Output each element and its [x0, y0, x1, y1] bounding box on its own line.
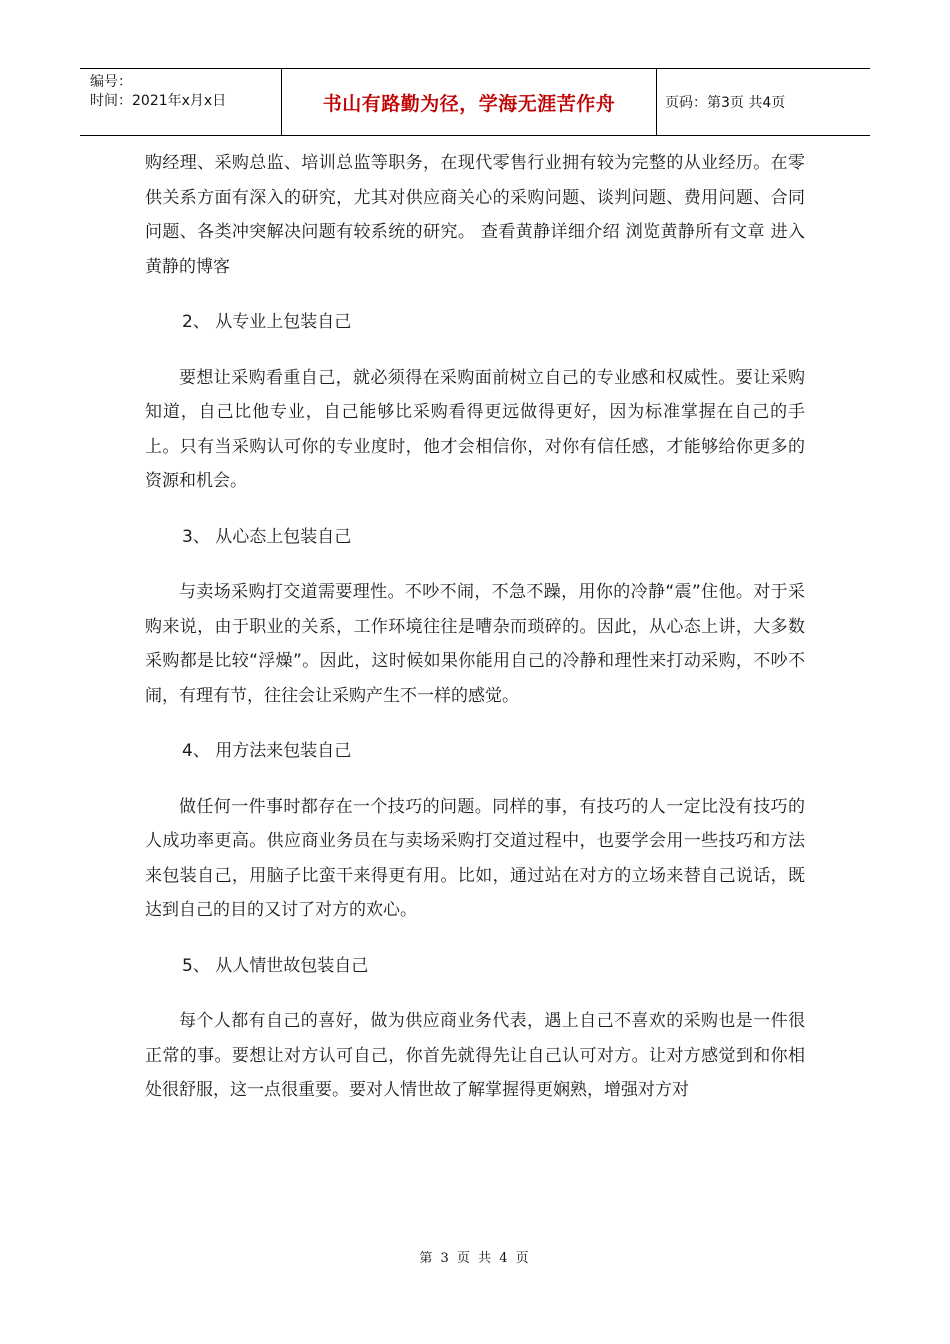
spacer: [145, 554, 805, 575]
section-paragraph: 与卖场采购打交道需要理性。不吵不闹，不急不躁，用你的冷静“震”住他。对于采购来说，由于职业的关系，工作环境往往是嘈杂而琐碎的。因此，从心态上讲，大多数采购都是比较“浮燥”。因此，这时候如果你能用自己的冷静和理性来打动采购，不吵不闹，有理有节，往往会让采购产生不一样的感觉。: [145, 582, 805, 706]
header-page-label: 页码：第3页 共4页: [665, 95, 786, 111]
section-paragraph: 做任何一件事时都存在一个技巧的问题。同样的事，有技巧的人一定比没有技巧的人成功率更高。供应商业务员在与卖场采购打交道过程中，也要学会用一些技巧和方法来包装自己，用脑子比蛮干来得更有用。比如，通过站在对方的立场来替自己说话，既达到自己的目的又讨了对方的欢心。: [145, 796, 805, 920]
document-date: 时间：2021年x月x日: [90, 93, 227, 109]
section-heading: 4、 用方法来包装自己: [182, 741, 352, 761]
section-paragraph: 每个人都有自己的喜好，做为供应商业务代表，遇上自己不喜欢的采购也是一件很正常的事。要想让对方认可自己，你首先就得先让自己认可对方。让对方感觉到和你相处很舒服，这一点很重要。要对人情世故了解掌握得更娴熟，增强对方对: [145, 1011, 805, 1100]
document-number-label: 编号：: [90, 74, 132, 90]
section-heading: 3、 从心态上包装自己: [182, 526, 352, 547]
intro-paragraph: 购经理、采购总监、培训总监等职务，在现代零售行业拥有较为完整的从业经历。在零供关系方面有深入的研究，尤其对供应商关心的采购问题、谈判问题、费用问题、合同问题、各类冲突解决问题有较系统的研究。 查看黄静详细介绍 浏览黄静所有文章 进入黄静的博客: [145, 153, 805, 277]
header-meta: [80, 69, 282, 135]
section-heading: 5、 从人情世故包装自己: [182, 955, 369, 976]
spacer: [145, 983, 805, 1004]
spacer: [145, 713, 805, 734]
page-header: [80, 68, 870, 136]
header-motto: 书山有路勤为径，学海无涯苦作舟: [282, 69, 657, 135]
document-body: [145, 146, 805, 1108]
spacer: [145, 284, 805, 305]
spacer: [145, 769, 805, 790]
section-heading: 2、 从专业上包装自己: [182, 312, 352, 332]
spacer: [145, 499, 805, 520]
section-paragraph: 要想让采购看重自己，就必须得在采购面前树立自己的专业感和权威性。要让采购知道，自己比他专业，自己能够比采购看得更远做得更好，因为标准掌握在自己的手上。只有当采购认可你的专业度时，他才会相信你，对你有信任感，才能够给你更多的资源和机会。: [145, 367, 805, 491]
page-footer: 第 3 页 共 4 页: [419, 1251, 531, 1266]
spacer: [145, 340, 805, 361]
spacer: [145, 928, 805, 949]
